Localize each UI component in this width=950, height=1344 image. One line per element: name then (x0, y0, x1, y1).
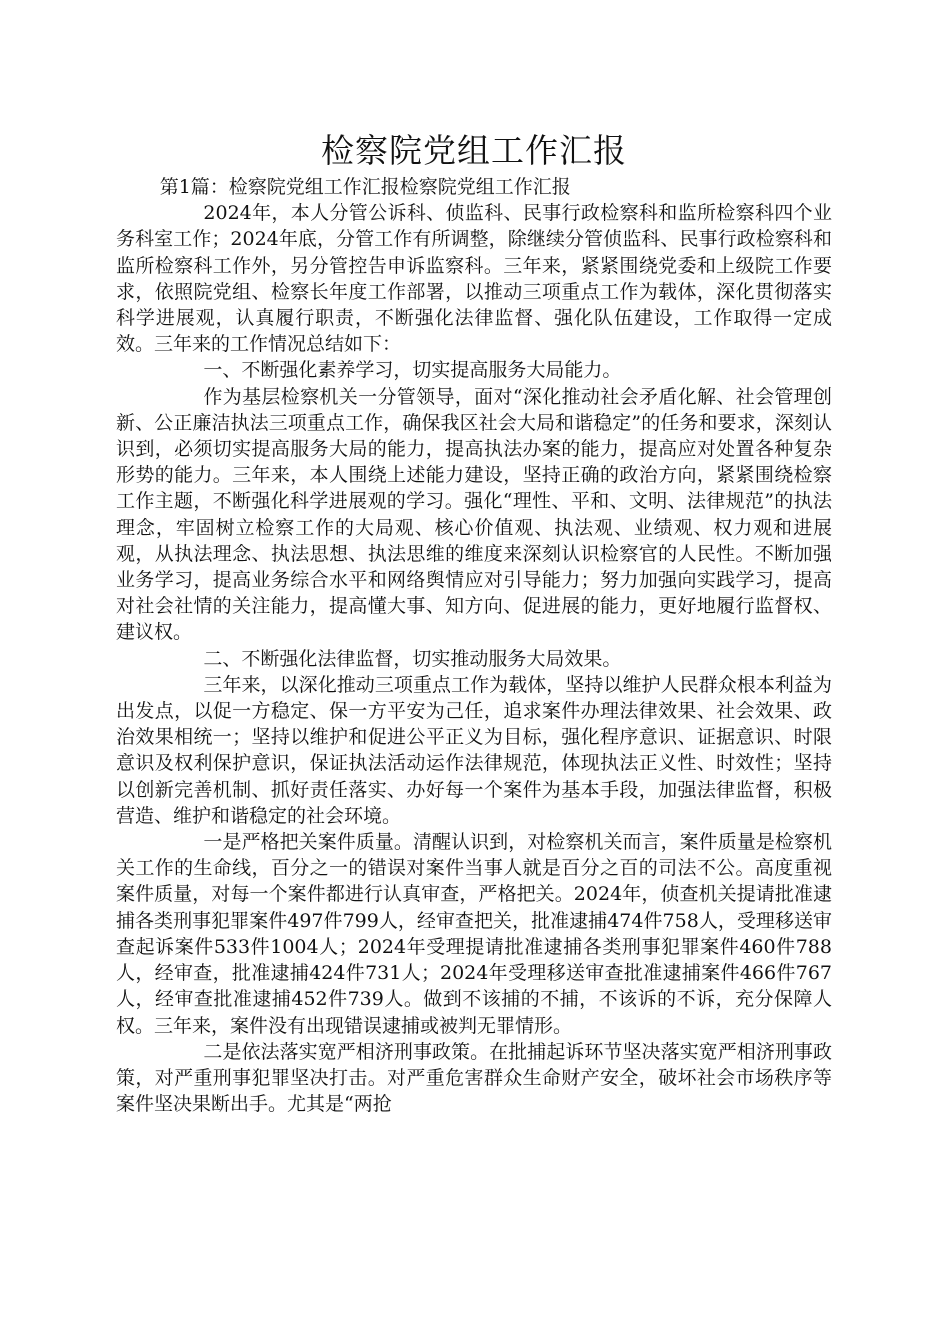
document-page (116, 128, 832, 1117)
paragraph-case-quality: 一是严格把关案件质量。清醒认识到，对检察机关而言，案件质量是检察机关工作的生命线，百分之一的错误对案件当事人就是百分之百的司法不公。高度重视案件质量，对每一个案件都进行认真审查，严格把关。2024年，侦查机关提请批准逮捕各类刑事犯罪案件497件799人，经审查把关，批准逮捕474件758人，受理移送审查起诉案件533件1004人；2024年受理提请批准逮捕各类刑事犯罪案件460件788人，经审查，批准逮捕424件731人；2024年受理移送审查批准逮捕案件466件767人，经审查批准逮捕452件739人。做到不该捕的不捕，不该诉的不诉，充分保障人权。三年来，案件没有出现错误逮捕或被判无罪情形。 (116, 831, 832, 1037)
heading-section-1: 一、不断强化素养学习，切实提高服务大局能力。 (203, 359, 622, 382)
paragraph-intro: 2024年，本人分管公诉科、侦监科、民事行政检察科和监所检察科四个业务科室工作；2024年底，分管工作有所调整，除继续分管侦监科、民事行政检察科和监所检察科工作外，另分管控告申诉监察科。三年来，紧紧围绕党委和上级院工作要求，依照院党组、检察长年度工作部署，以推动三项重点工作为载体，深化贯彻落实科学进展观，认真履行职责，不断强化法律监督、强化队伍建设，工作取得一定成效。三年来的工作情况总结如下： (116, 202, 832, 356)
heading-section-2: 二、不断强化法律监督，切实推动服务大局效果。 (203, 647, 622, 670)
paragraph-section-2: 三年来，以深化推动三项重点工作为载体，坚持以维护人民群众根本利益为出发点，以促一方稳定、保一方平安为己任，追求案件办理法律效果、社会效果、政治效果相统一；坚持以维护和促进公平正义为目标，强化程序意识、证据意识、时限意识及权利保护意识，保证执法活动运作法律规范，体现执法正义性、时效性；坚持以创新完善机制、抓好责任落实、办好每一个案件为基本手段，加强法律监督，积极营造、维护和谐稳定的社会环境。 (116, 673, 832, 827)
document-subtitle: 第1篇：检察院党组工作汇报检察院党组工作汇报 (159, 176, 571, 198)
document-title: 检察院党组工作汇报 (321, 131, 627, 170)
paragraph-section-1: 作为基层检察机关一分管领导，面对“深化推动社会矛盾化解、社会管理创新、公正廉洁执法三项重点工作，确保我区社会大局和谐稳定”的任务和要求，深刻认识到，必须切实提高服务大局的能力，提高执法办案的能力，提高应对处置各种复杂形势的能力。三年来，本人围绕上述能力建设，坚持正确的政治方向，紧紧围绕检察工作主题，不断强化科学进展观的学习。强化“理性、平和、文明、法律规范”的执法理念，牢固树立检察工作的大局观、核心价值观、执法观、业绩观、权力观和进展观，从执法理念、执法思想、执法思维的维度来深刻认识检察官的人民性。不断加强业务学习，提高业务综合水平和网络舆情应对引导能力；努力加强向实践学习，提高对社会社情的关注能力，提高懂大事、知方向、促进展的能力，更好地履行监督权、建议权。 (116, 385, 832, 644)
paragraph-criminal-policy: 二是依法落实宽严相济刑事政策。在批捕起诉环节坚决落实宽严相济刑事政策，对严重刑事犯罪坚决打击。对严重危害群众生命财产安全，破坏社会市场秩序等案件坚决果断出手。尤其是“两抢 (116, 1040, 832, 1116)
